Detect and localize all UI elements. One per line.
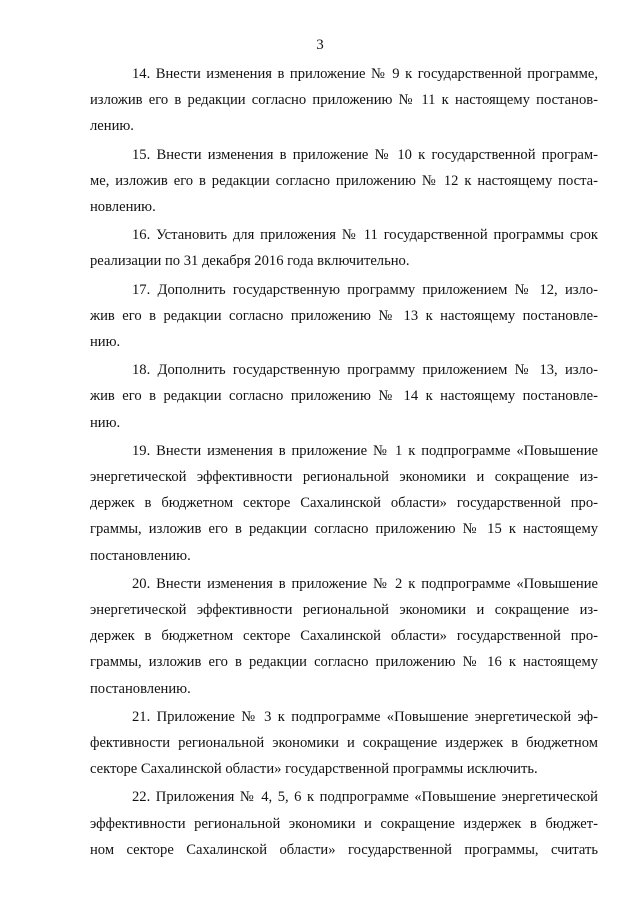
paragraph-line: энергетической эффективности региональной экономики и сокращение из- [90, 602, 598, 619]
paragraph [90, 142, 598, 221]
paragraph-line: 20. Внести изменения в приложение № 2 к подпрограмме «Повышение [132, 575, 598, 592]
paragraph-line: нию. [90, 414, 121, 431]
paragraph-line: новлению. [90, 199, 156, 216]
paragraph-line: граммы, изложив его в редакции согласно приложению № 15 к настоящему [90, 521, 598, 538]
paragraph-line: ном секторе Сахалинской области» государственной программы, считать [90, 841, 598, 858]
paragraph-line: 19. Внести изменения в приложение № 1 к подпрограмме «Повышение [132, 442, 598, 459]
paragraph-line: нию. [90, 334, 121, 351]
paragraph [90, 222, 598, 274]
paragraph [90, 61, 598, 140]
paragraph-line: секторе Сахалинской области» государственной программы исключить. [90, 761, 538, 778]
paragraph-line: граммы, изложив его в редакции согласно приложению № 16 к настоящему [90, 654, 598, 671]
paragraph [90, 277, 598, 356]
paragraph-line: энергетической эффективности региональной экономики и сокращение из- [90, 469, 598, 486]
paragraph [90, 357, 598, 436]
paragraph-line: 14. Внести изменения в приложение № 9 к государственной программе, [132, 66, 598, 82]
paragraph-line: жив его в редакции согласно приложению № 13 к настоящему постановле- [90, 307, 598, 324]
paragraph [90, 704, 598, 783]
paragraph-line: постановлению. [90, 547, 191, 564]
paragraph-line: реализации по 31 декабря 2016 года включительно. [90, 253, 410, 270]
paragraph-line: постановлению. [90, 680, 191, 697]
document-body [90, 61, 598, 865]
paragraph-line: держек в бюджетном секторе Сахалинской области» государственной про- [90, 628, 598, 645]
paragraph-line: 21. Приложение № 3 к подпрограмме «Повышение энергетической эф- [132, 708, 598, 725]
page-number: 3 [316, 37, 324, 53]
paragraph-line: фективности региональной экономики и сокращение издержек в бюджетном [90, 735, 598, 752]
paragraph-line: 17. Дополнить государственную программу приложением № 12, изло- [132, 281, 598, 298]
paragraph-line: 15. Внести изменения в приложение № 10 к государственной програм- [132, 146, 598, 163]
paragraph-line: жив его в редакции согласно приложению № 14 к настоящему постановле- [90, 388, 598, 405]
paragraph-line: 22. Приложения № 4, 5, 6 к подпрограмме «Повышение энергетической [132, 789, 598, 806]
paragraph-line: держек в бюджетном секторе Сахалинской области» государственной про- [90, 495, 598, 512]
paragraph [90, 438, 598, 569]
paragraph-line: изложив его в редакции согласно приложению № 11 к настоящему постанов- [90, 92, 598, 109]
paragraph-line: 18. Дополнить государственную программу приложением № 13, изло- [132, 362, 598, 379]
paragraph-line: лению. [90, 118, 134, 135]
paragraph-line: ме, изложив его в редакции согласно приложению № 12 к настоящему поста- [90, 172, 598, 189]
paragraph [90, 571, 598, 702]
paragraph-line: 16. Установить для приложения № 11 государственной программы срок [132, 227, 598, 244]
paragraph-line: эффективности региональной экономики и сокращение издержек в бюджет- [90, 815, 598, 832]
paragraph [90, 784, 598, 863]
